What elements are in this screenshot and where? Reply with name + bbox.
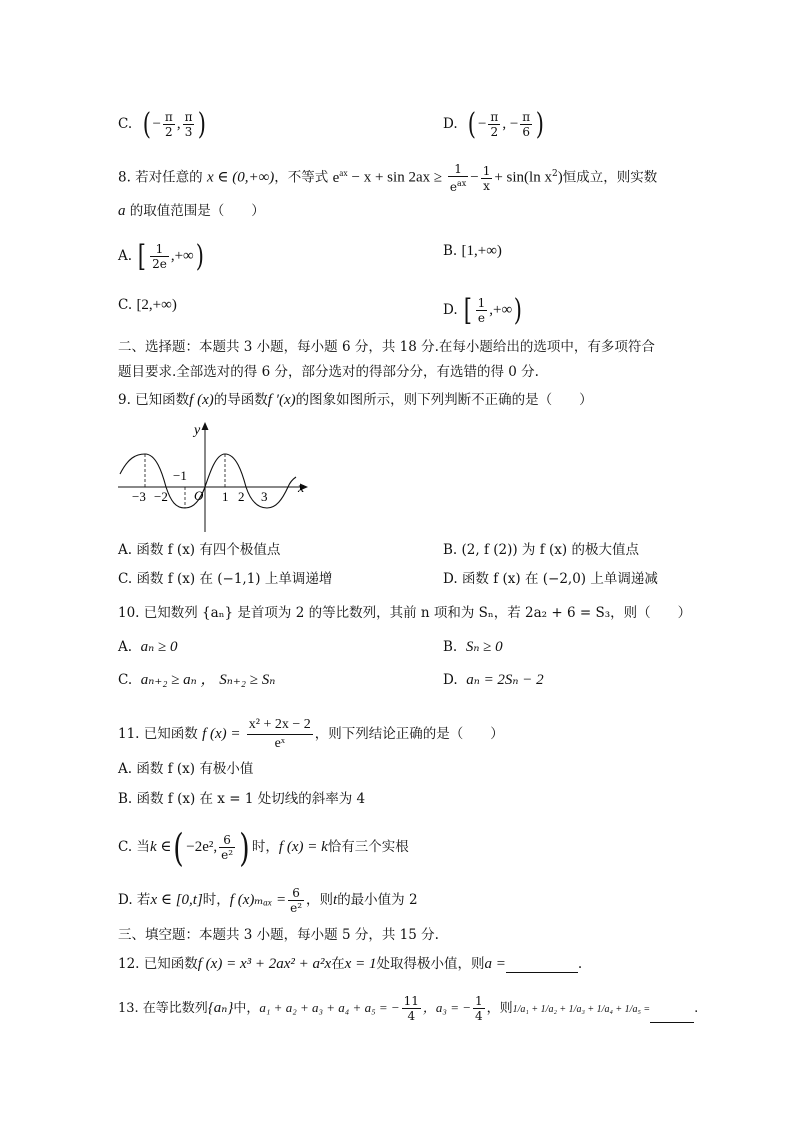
- q10-option-c: C. aₙ₊₂ ≥ aₙ ， Sₙ₊₂ ≥ Sₙ: [118, 672, 276, 688]
- q10-stem: 10. 已知数列 {aₙ} 是首项为 2 的等比数列，其前 n 项和为 Sₙ，若 2a₂ + 6 = S₃，则（ ）: [118, 605, 692, 621]
- y-axis-arrow: [202, 422, 209, 430]
- q8-stem-line2: a 的取值范围是（ ）: [118, 203, 265, 219]
- tick-minus1: −1: [173, 468, 187, 483]
- q8-option-d: D. [ $\frac{1}{e}$ ,+∞): [443, 292, 523, 328]
- tick-1: 1: [222, 489, 229, 504]
- q9-option-a: A. 函数 f (x) 有四个极值点: [118, 542, 281, 558]
- q9-option-d: D. 函数 f (x) 在 (−2,0) 上单调递减: [443, 571, 658, 587]
- section-2-heading-line2: 题目要求.全部选对的得 6 分，部分选对的得部分分，有选错的得 0 分.: [118, 364, 539, 380]
- q10-option-d: D. aₙ = 2Sₙ − 2: [443, 672, 544, 688]
- q9-stem: 9. 已知函数f (x)的导函数f ′(x)的图象如图所示，则下列判断不正确的是（ ）: [118, 392, 593, 408]
- q8-option-b: B. [1,+∞): [443, 243, 502, 259]
- q13-answer-blank[interactable]: [650, 1008, 694, 1023]
- q11-option-b: B. 函数 f (x) 在 x = 1 处切线的斜率为 4: [118, 791, 366, 807]
- derivative-curve: [120, 454, 296, 508]
- q7-option-d: D. ( − $\frac{\pi}{2}$ , − $\frac{\pi}{6}$ ): [443, 106, 545, 142]
- tick-2: 2: [238, 489, 245, 504]
- tick-minus2: −2: [154, 489, 168, 504]
- q11-option-a: A. 函数 f (x) 有极小值: [118, 761, 254, 777]
- tick-minus3: −3: [132, 489, 146, 504]
- q12-stem: 12. 已知函数f (x) = x³ + 2ax² + a²x在x = 1处取得极小值，则a = .: [118, 956, 583, 972]
- section-2-heading-line1: 二、选择题：本题共 3 小题，每小题 6 分，共 18 分.在每小题给出的选项中，有多项符合: [118, 339, 655, 355]
- y-label: y: [194, 423, 201, 438]
- q9-derivative-graph: [118, 420, 318, 535]
- q10-option-b: B. Sₙ ≥ 0: [443, 639, 503, 655]
- q7-option-c: C. ( − $\frac{\pi}{2}$ , $\frac{\pi}{3}$ ): [118, 106, 207, 142]
- q8-option-a: A. [ $\frac{1}{2e}$ ,+∞): [118, 238, 204, 274]
- q9-option-b: B. (2, f (2)) 为 f (x) 的极大值点: [443, 542, 639, 558]
- q9-option-c: C. 函数 f (x) 在 (−1,1) 上单调递增: [118, 571, 333, 587]
- x-label: x: [298, 481, 305, 496]
- q11-stem: 11. 已知函数 f (x) = $\frac{\text{x² + 2x − 2}}{\text{eˣ}}$ ，则下列结论正确的是（ ）: [118, 717, 504, 751]
- q11-option-d: D. 若x ∈ [0,t]时，f (x)ₘₐₓ = $\frac{6}{\text{e²}}$ ，则t的最小值为 2: [118, 886, 418, 915]
- q11-option-c: C. 当k ∈( −2e², $\frac{6}{\text{e²}}$ ) 时，f (x) = k恰有三个实根: [118, 825, 409, 870]
- q10-option-a: A. aₙ ≥ 0: [118, 639, 178, 655]
- origin-label: O: [194, 488, 204, 503]
- section-3-heading: 三、填空题：本题共 3 小题，每小题 5 分，共 15 分.: [118, 927, 439, 943]
- q8-stem-line1: 8. 若对任意的 x ∈ (0,+∞)，不等式 $e^{ax} - x + \sin 2ax$ ≥ $\frac{1}{e^{ax}}$ − $\frac{1}{x}$ + sin(ln $x^2$)恒成立，则实数: [118, 162, 658, 194]
- tick-3: 3: [261, 489, 268, 504]
- q8-option-c: C. [2,+∞): [118, 297, 177, 313]
- q12-answer-blank[interactable]: [506, 958, 578, 973]
- q13-stem: 13. 在等比数列{aₙ}中，a₁ + a₂ + a₃ + a₄ + a₅ = − $\frac{11}{4}$ ，a₃ = − $\frac{1}{4}$ ，则1/a₁ + 1/a₂ + 1/a₃ + 1/a₄ + 1/a₅ = .: [118, 994, 699, 1023]
